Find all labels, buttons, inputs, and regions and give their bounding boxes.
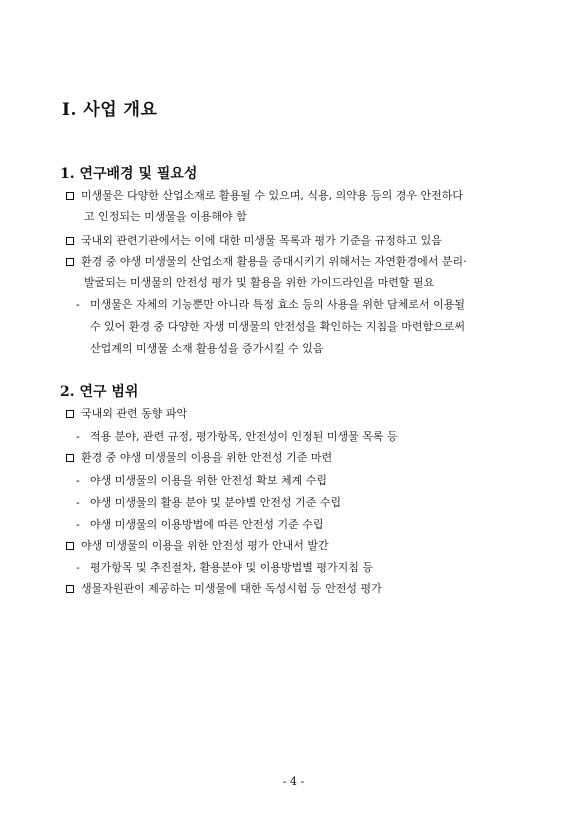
bullet-continuation: 발굴되는 미생물의 안전성 평가 및 활용을 위한 가이드라인을 마련할 필요 (84, 276, 435, 289)
dash-item (76, 561, 373, 575)
square-bullet-icon (66, 237, 74, 245)
square-bullet-icon (66, 585, 74, 593)
dash-bullet-icon: - (76, 298, 80, 311)
dash-item (76, 496, 341, 510)
dash-bullet-icon: - (76, 430, 80, 443)
page-number: - 4 - (282, 775, 305, 788)
bullet-text: 생물자원관이 제공하는 미생물에 대한 독성시험 등 안전성 평가 (81, 582, 382, 595)
dash-item (76, 430, 398, 444)
bullet-item (66, 451, 332, 465)
square-bullet-icon (66, 542, 74, 550)
dash-text: 야생 미생물의 이용방법에 따른 안전성 기준 수립 (90, 518, 324, 531)
square-bullet-icon (66, 454, 74, 462)
dash-text: 미생물은 자체의 기능뿐만 아니라 특정 효소 등의 사용을 위한 담체로서 이용될 (90, 298, 465, 311)
dash-text: 야생 미생물의 이용을 위한 안전성 확보 체계 수립 (90, 474, 327, 487)
dash-item (76, 298, 465, 312)
dash-text: 적용 분야, 관련 규정, 평가항목, 안전성이 인정된 미생물 목록 등 (90, 430, 398, 443)
bullet-item (66, 539, 329, 553)
section-title-background: 1. 연구배경 및 필요성 (60, 166, 198, 182)
dash-bullet-icon: - (76, 561, 80, 574)
chapter-title: Ⅰ. 사업 개요 (62, 100, 158, 120)
bullet-item (66, 407, 187, 421)
bullet-text: 환경 중 야생 미생물의 이용을 위한 안전성 기준 마련 (81, 451, 333, 464)
bullet-item (66, 255, 467, 269)
bullet-text: 미생물은 다양한 산업소재로 활용될 수 있으며, 식용, 의약용 등의 경우 안전하다 (81, 189, 463, 202)
section-title-scope: 2. 연구 범위 (60, 384, 139, 400)
dash-item (76, 518, 324, 532)
dash-bullet-icon: - (76, 474, 80, 487)
dash-item (76, 474, 327, 488)
dash-text: 야생 미생물의 활용 분야 및 분야별 안전성 기준 수립 (90, 496, 342, 509)
dash-text: 평가항목 및 추진절차, 활용분야 및 이용방법별 평가지침 등 (90, 561, 373, 574)
dash-continuation: 수 있어 환경 중 다양한 자생 미생물의 안전성을 확인하는 지침을 마련함으로써 (90, 320, 465, 333)
dash-bullet-icon: - (76, 518, 80, 531)
bullet-text: 국내외 관련기관에서는 이에 대한 미생물 목록과 평가 기준을 규정하고 있음 (81, 234, 442, 247)
bullet-continuation: 고 인정되는 미생물을 이용해야 함 (84, 210, 247, 223)
dash-continuation: 산업계의 미생물 소재 활용성을 증가시킬 수 있음 (90, 342, 324, 355)
square-bullet-icon (66, 192, 74, 200)
bullet-item (66, 582, 382, 596)
bullet-item (66, 189, 463, 203)
dash-bullet-icon: - (76, 496, 80, 509)
bullet-text: 환경 중 야생 미생물의 산업소재 활용을 증대시키기 위해서는 자연환경에서 분리· (81, 255, 467, 268)
bullet-text: 국내외 관련 동향 파악 (81, 407, 188, 420)
bullet-text: 야생 미생물의 이용을 위한 안전성 평가 안내서 발간 (81, 539, 329, 552)
square-bullet-icon (66, 258, 74, 266)
bullet-item (66, 234, 442, 248)
square-bullet-icon (66, 410, 74, 418)
